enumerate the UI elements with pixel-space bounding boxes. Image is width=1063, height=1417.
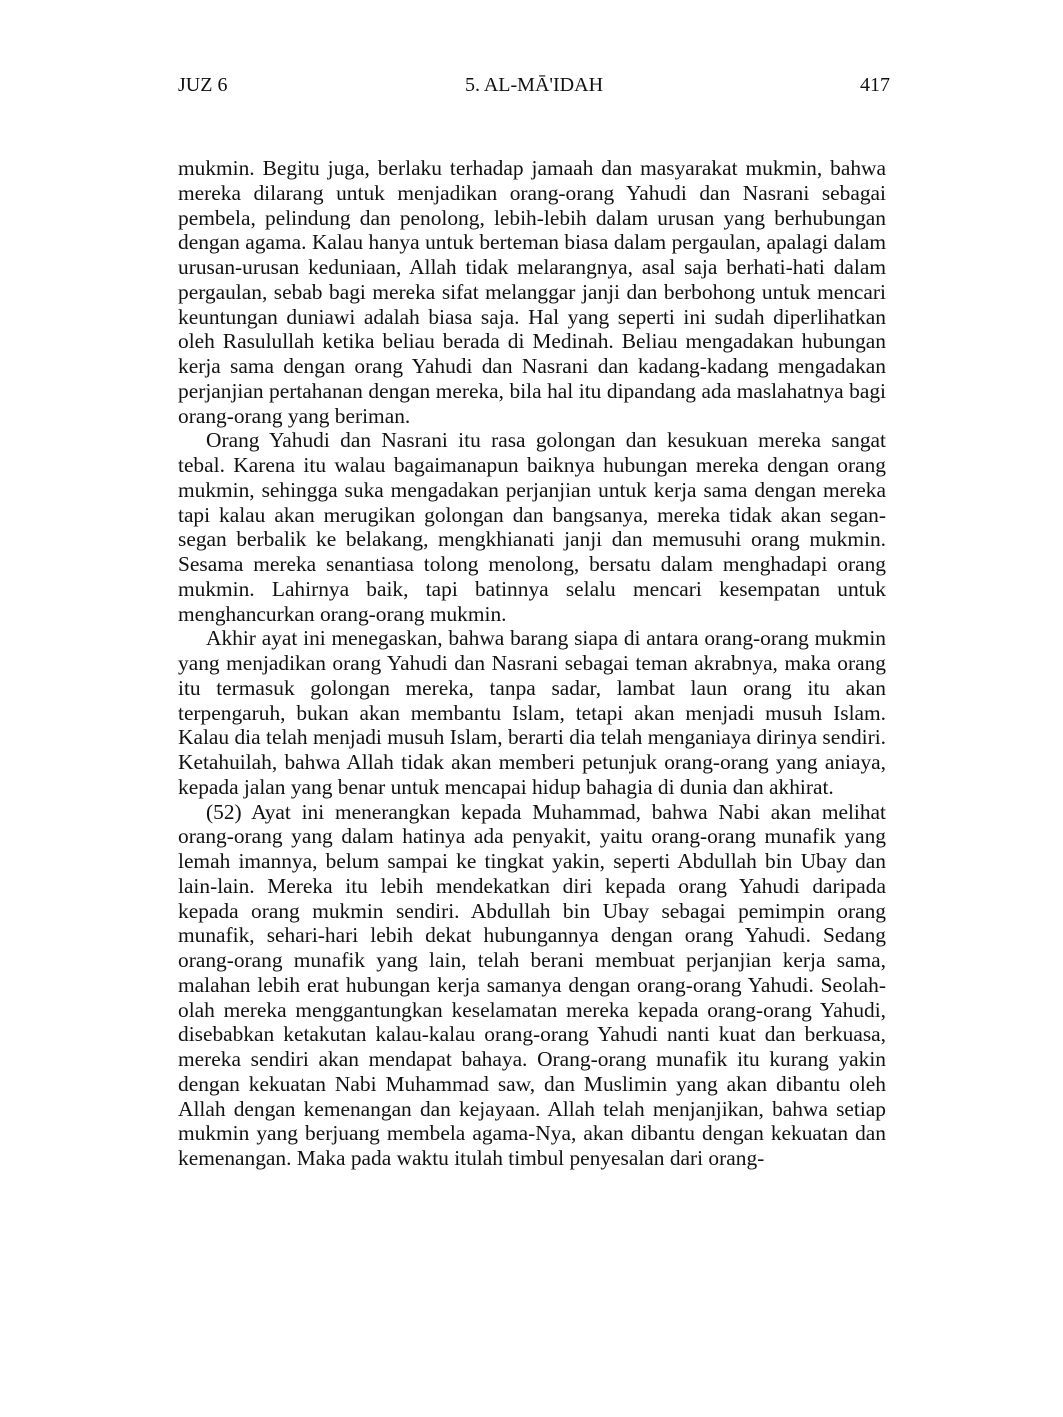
- body-text: [178, 156, 886, 1171]
- page-number: 417: [860, 74, 890, 96]
- surah-title: 5. AL-MĀ'IDAH: [464, 74, 604, 96]
- paragraph-2: Orang Yahudi dan Nasrani itu rasa golongan dan kesukuan mereka sangat tebal. Karena itu walau bagaimanapun baiknya hubungan mereka dengan orang mukmin, sehingga suka mengadakan perjanjian untuk kerja sama dengan mereka tapi kalau akan merugikan golongan dan bangsanya, mereka tidak akan segan-segan berbalik ke belakang, mengkhianati janji dan memusuhi orang mukmin. Sesama mereka senantiasa tolong menolong, bersatu dalam menghadapi orang mukmin. Lahirnya baik, tapi batinnya selalu mencari kesempatan untuk menghancurkan orang-orang mukmin.: [178, 428, 886, 626]
- juz-label: JUZ 6: [178, 74, 228, 96]
- paragraph-4: (52) Ayat ini menerangkan kepada Muhammad, bahwa Nabi akan melihat orang-orang yang dalam hatinya ada penyakit, yaitu orang-orang munafik yang lemah imannya, belum sampai ke tingkat yakin, seperti Abdullah bin Ubay dan lain-lain. Mereka itu lebih mendekatkan diri kepada orang Yahudi daripada kepada orang mukmin sendiri. Abdullah bin Ubay sebagai pemimpin orang munafik, sehari-hari lebih dekat hubungannya dengan orang Yahudi. Sedang orang-orang munafik yang lain, telah berani membuat perjanjian kerja sama, malahan lebih erat hubungan kerja samanya dengan orang-orang Yahudi. Seolah-olah mereka menggantungkan keselamatan mereka kepada orang-orang Yahudi, disebabkan ketakutan kalau-kalau orang-orang Yahudi nanti kuat dan berkuasa, mereka sendiri akan mendapat bahaya. Orang-orang munafik itu kurang yakin dengan kekuatan Nabi Muhammad saw, dan Muslimin yang akan dibantu oleh Allah dengan kemenangan dan kejayaan. Allah telah menjanjikan, bahwa setiap mukmin yang berjuang membela agama-Nya, akan dibantu dengan kekuatan dan kemenangan. Maka pada waktu itulah timbul penyesalan dari orang-: [178, 799, 886, 1170]
- paragraph-1: mukmin. Begitu juga, berlaku terhadap jamaah dan masyarakat mukmin, bahwa mereka dilarang untuk menjadikan orang-orang Yahudi dan Nasrani sebagai pembela, pelindung dan penolong, lebih-lebih dalam urusan yang berhubungan dengan agama. Kalau hanya untuk berteman biasa dalam pergaulan, apalagi dalam urusan-urusan keduniaan, Allah tidak melarangnya, asal saja berhati-hati dalam pergaulan, sebab bagi mereka sifat melanggar janji dan berbohong untuk mencari keuntungan duniawi adalah biasa saja. Hal yang seperti ini sudah diperlihatkan oleh Rasulullah ketika beliau berada di Medinah. Beliau mengadakan hubungan kerja sama dengan orang Yahudi dan Nasrani dan kadang-kadang mengadakan perjanjian pertahanan dengan mereka, bila hal itu dipandang ada maslahatnya bagi orang-orang yang beriman.: [178, 156, 886, 428]
- paragraph-3: Akhir ayat ini menegaskan, bahwa barang siapa di antara orang-orang mukmin yang menjadikan orang Yahudi dan Nasrani sebagai teman akrabnya, maka orang itu termasuk golongan mereka, tanpa sadar, lambat laun orang itu akan terpengaruh, bukan akan membantu Islam, tetapi akan menjadi musuh Islam. Kalau dia telah menjadi musuh Islam, berarti dia telah menganiaya dirinya sendiri. Ketahuilah, bahwa Allah tidak akan memberi petunjuk orang-orang yang aniaya, kepada jalan yang benar untuk mencapai hidup bahagia di dunia dan akhirat.: [178, 626, 886, 799]
- running-header: [178, 72, 890, 98]
